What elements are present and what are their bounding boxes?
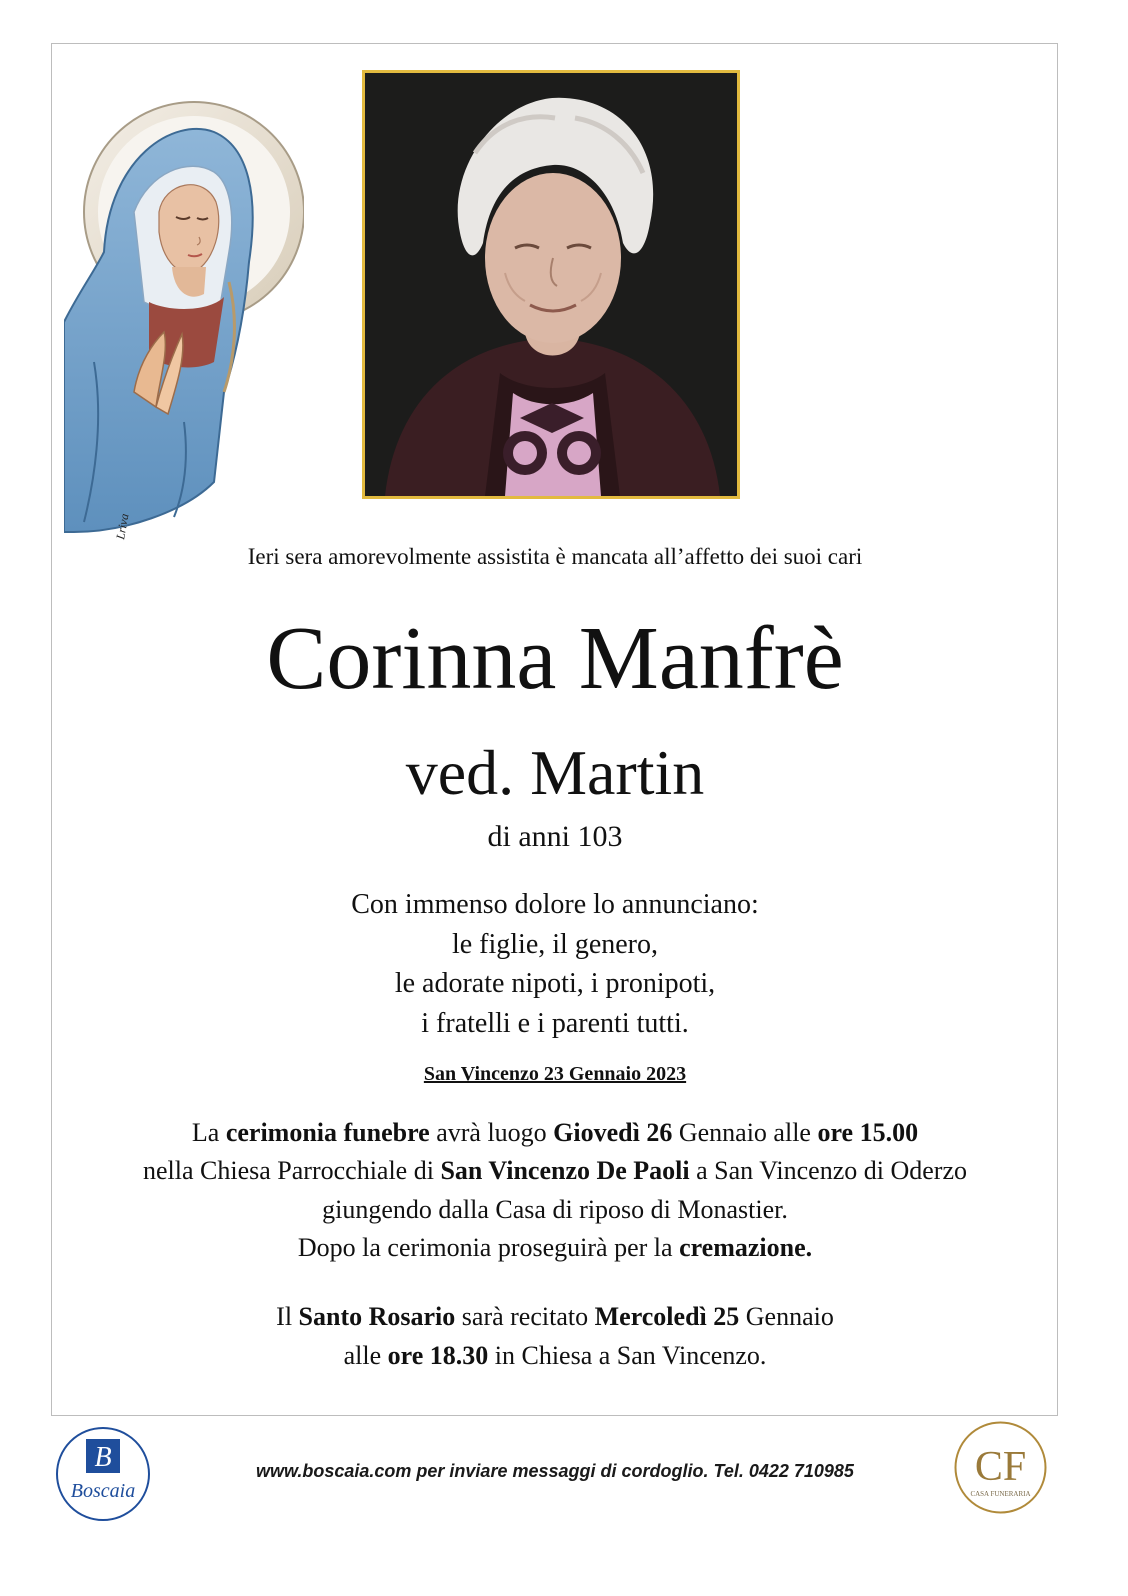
place-date: San Vincenzo 23 Gennaio 2023 [423,1063,687,1085]
deceased-age: di anni 103 [487,820,623,853]
ceremony-line-2: nella Chiesa Parrocchiale di San Vincenzo De Paoli a San Vincenzo di Oderzo [143,1156,967,1186]
artist-signature: Lriva [113,512,132,541]
deceased-name: Corinna Manfrè [266,609,844,708]
casa-funeraria-logo [953,1420,1048,1515]
footer-contact: www.boscaia.com per inviare messaggi di cordoglio. Tel. 0422 710985 [256,1461,854,1481]
svg-text:Boscaia: Boscaia [70,1480,136,1502]
ceremony-line-4: Dopo la cerimonia proseguirà per la cremazione. [297,1232,813,1262]
announcement-line: le figlie, il genero, [451,928,659,960]
madonna-illustration [64,62,304,560]
ceremony-details [60,1114,1050,1267]
announcement-line: Con immenso dolore lo annunciano: [351,889,759,920]
boscaia-logo [54,1425,152,1523]
deceased-married-name: ved. Martin [405,737,705,808]
svg-text:CASA FUNERARIA: CASA FUNERARIA [970,1490,1031,1498]
intro-text: Ieri sera amorevolmente assistita è mancata all’affetto dei suoi cari [247,544,863,569]
announcement-line: i fratelli e i parenti tutti. [421,1007,689,1039]
portrait-photo [362,70,740,499]
ceremony-line-3: giungendo dalla Casa di riposo di Monastier. [322,1194,788,1224]
announcement [60,885,1050,1043]
svg-text:B: B [94,1442,112,1473]
rosary-details [60,1297,1050,1375]
ceremony-line-1: La cerimonia funebre avrà luogo Giovedì 26 Gennaio alle ore 15.00 [191,1118,919,1147]
rosary-line-1: Il Santo Rosario sarà recitato Mercoledì 25 Gennaio [276,1302,834,1331]
announcement-line: le adorate nipoti, i pronipoti, [394,968,716,999]
rosary-line-2: alle ore 18.30 in Chiesa a San Vincenzo. [343,1341,767,1370]
svg-text:CF: CF [974,1444,1027,1490]
